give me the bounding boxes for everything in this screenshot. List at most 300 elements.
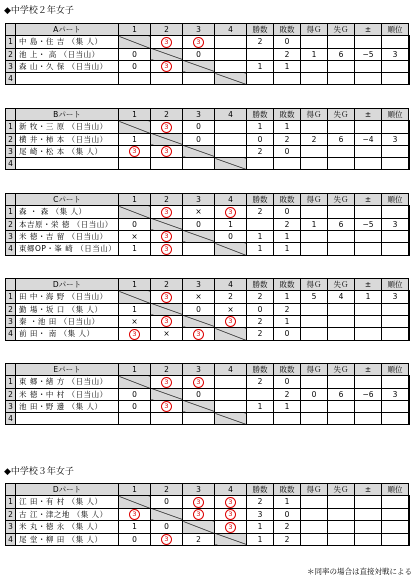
match-result — [215, 133, 247, 145]
stat-cell — [301, 315, 328, 328]
pool-name: Dパート — [16, 484, 119, 496]
stat-cell: 6 — [328, 388, 355, 400]
stat-cell — [328, 303, 355, 315]
self-cell — [119, 121, 151, 134]
section-title: ◆中学校３年女子 — [4, 467, 74, 477]
header-cell — [6, 279, 16, 291]
table-row — [6, 303, 410, 315]
stat-cell — [328, 413, 355, 425]
table-row — [6, 388, 410, 400]
header-cell: 1 — [119, 484, 151, 496]
stat-cell: 0 — [274, 206, 301, 219]
match-result: 0 — [119, 60, 151, 73]
header-cell: ± — [355, 24, 382, 36]
self-cell — [215, 158, 247, 170]
header-cell: 得Ｇ — [301, 194, 328, 206]
match-result — [151, 315, 183, 328]
stat-cell: 2 — [274, 303, 301, 315]
stat-cell: −4 — [355, 133, 382, 145]
header-cell: 敗数 — [274, 279, 301, 291]
stat-cell: 0 — [274, 328, 301, 341]
stat-cell — [301, 303, 328, 315]
header-cell: ± — [355, 194, 382, 206]
pair-name: 横 井・柿 本 （日当山） — [16, 133, 119, 145]
match-result — [183, 413, 215, 425]
pool-table — [5, 278, 410, 341]
match-result — [215, 145, 247, 158]
row-number: 4 — [6, 243, 16, 256]
stat-cell — [382, 413, 409, 425]
stat-cell — [355, 145, 382, 158]
stat-cell — [328, 496, 355, 509]
table-row — [6, 376, 410, 389]
header-cell: 1 — [119, 24, 151, 36]
header-cell: 勝数 — [247, 194, 274, 206]
header-cell: 勝数 — [247, 279, 274, 291]
stat-cell: 0 — [274, 376, 301, 389]
pool-name: Aパート — [16, 24, 119, 36]
stat-cell — [247, 218, 274, 230]
match-result: 0 — [183, 218, 215, 230]
stat-cell: 2 — [274, 218, 301, 230]
header-cell: 順位 — [382, 279, 409, 291]
stat-cell — [247, 388, 274, 400]
stat-cell — [382, 60, 409, 73]
self-cell — [183, 145, 215, 158]
match-result — [215, 376, 247, 389]
header-cell: 4 — [215, 364, 247, 376]
stat-cell — [355, 206, 382, 219]
stat-cell — [301, 60, 328, 73]
header-cell: 2 — [151, 109, 183, 121]
stat-cell — [382, 243, 409, 256]
header-cell: 失Ｇ — [328, 279, 355, 291]
header-row — [6, 194, 410, 206]
pair-name: 米 徳・中 村 （日当山） — [16, 388, 119, 400]
stat-cell — [301, 413, 328, 425]
header-cell: 4 — [215, 194, 247, 206]
win-mark: 3 — [193, 497, 204, 508]
pool-table — [5, 193, 410, 256]
match-result — [119, 73, 151, 85]
match-result — [151, 145, 183, 158]
row-number: 1 — [6, 496, 16, 509]
match-result — [151, 230, 183, 243]
rank-cell — [409, 206, 410, 219]
stat-cell — [328, 60, 355, 73]
match-result: × — [215, 303, 247, 315]
header-cell: 1 — [119, 194, 151, 206]
header-cell: 勝数 — [247, 364, 274, 376]
table-row — [6, 496, 410, 509]
stat-cell — [301, 230, 328, 243]
row-number: 2 — [6, 508, 16, 521]
win-mark: 3 — [161, 292, 172, 303]
self-cell — [183, 315, 215, 328]
match-result — [151, 291, 183, 304]
rank-cell — [409, 243, 410, 256]
stat-cell: 2 — [274, 388, 301, 400]
stat-cell — [301, 533, 328, 546]
match-result — [183, 328, 215, 341]
self-cell — [151, 303, 183, 315]
stat-cell: 3 — [382, 291, 409, 304]
stat-cell — [382, 508, 409, 521]
table-row — [6, 145, 410, 158]
match-result — [183, 73, 215, 85]
stat-cell — [301, 376, 328, 389]
stat-cell: 1 — [274, 121, 301, 134]
table-row — [6, 121, 410, 134]
header-cell — [6, 194, 16, 206]
header-cell: 敗数 — [274, 484, 301, 496]
match-result: 2 — [183, 533, 215, 546]
stat-cell: 1 — [274, 230, 301, 243]
table-row — [6, 400, 410, 413]
win-mark: 3 — [225, 497, 236, 508]
match-result: 2 — [215, 291, 247, 304]
win-mark: 3 — [161, 401, 172, 412]
stat-cell — [328, 206, 355, 219]
stat-cell: 6 — [328, 218, 355, 230]
header-cell: 得Ｇ — [301, 109, 328, 121]
match-result — [215, 521, 247, 534]
match-result — [151, 400, 183, 413]
row-number: 4 — [6, 328, 16, 341]
header-cell: 勝数 — [247, 109, 274, 121]
header-cell: 順位 — [382, 484, 409, 496]
stat-cell: 1 — [274, 60, 301, 73]
pool-table — [5, 108, 410, 170]
rank-cell — [409, 521, 410, 534]
self-cell — [215, 73, 247, 85]
stat-cell — [355, 121, 382, 134]
match-result — [215, 508, 247, 521]
match-result — [183, 243, 215, 256]
header-cell: 順位 — [382, 109, 409, 121]
match-result: 0 — [151, 496, 183, 509]
header-cell: 得Ｇ — [301, 484, 328, 496]
rank-cell — [409, 60, 410, 73]
self-cell — [151, 133, 183, 145]
header-cell: 4 — [215, 24, 247, 36]
stat-cell — [328, 230, 355, 243]
table-row — [6, 243, 410, 256]
stat-cell: 0 — [247, 133, 274, 145]
rank-cell — [409, 121, 410, 134]
row-number: 2 — [6, 133, 16, 145]
table-row — [6, 60, 410, 73]
header-cell: 4 — [215, 109, 247, 121]
stat-cell — [355, 496, 382, 509]
pool-table — [5, 363, 410, 425]
table-row — [6, 315, 410, 328]
stat-cell — [355, 521, 382, 534]
rank-cell — [409, 303, 410, 315]
match-result — [183, 376, 215, 389]
row-number: 2 — [6, 218, 16, 230]
table-row — [6, 206, 410, 219]
stat-cell: 1 — [247, 121, 274, 134]
stat-cell — [382, 145, 409, 158]
stat-cell — [328, 328, 355, 341]
match-result — [215, 400, 247, 413]
win-mark: 3 — [161, 534, 172, 545]
header-row — [6, 364, 410, 376]
stat-cell — [328, 243, 355, 256]
stat-cell — [355, 328, 382, 341]
self-cell — [119, 206, 151, 219]
rank-cell — [409, 36, 410, 49]
match-result — [215, 496, 247, 509]
stat-cell — [355, 303, 382, 315]
win-mark: 3 — [225, 316, 236, 327]
self-cell — [119, 291, 151, 304]
header-cell: 失Ｇ — [328, 109, 355, 121]
stat-cell: 2 — [247, 291, 274, 304]
stat-cell — [274, 413, 301, 425]
pair-name: 東 郷・緒 方 （日当山） — [16, 376, 119, 389]
match-result — [183, 36, 215, 49]
stat-cell — [328, 521, 355, 534]
match-result: 0 — [151, 521, 183, 534]
header-cell — [6, 484, 16, 496]
stat-cell: 1 — [247, 533, 274, 546]
table-row — [6, 36, 410, 49]
tiebreak-note: ＊同率の場合は直接対戦による — [307, 567, 412, 576]
stat-cell: 1 — [247, 400, 274, 413]
row-number: 1 — [6, 206, 16, 219]
header-cell: 敗数 — [274, 109, 301, 121]
row-number: 1 — [6, 291, 16, 304]
stat-cell: 4 — [328, 291, 355, 304]
stat-cell — [355, 60, 382, 73]
stat-cell — [355, 508, 382, 521]
header-cell: 3 — [183, 364, 215, 376]
rank-cell — [409, 133, 410, 145]
stat-cell — [382, 158, 409, 170]
stat-cell: 1 — [247, 521, 274, 534]
pair-name — [16, 158, 119, 170]
rank-cell — [409, 508, 410, 521]
pair-name: 尾 崎・松 本 （集 人） — [16, 145, 119, 158]
match-result — [151, 413, 183, 425]
pair-name — [16, 73, 119, 85]
stat-cell — [382, 36, 409, 49]
stat-cell — [301, 521, 328, 534]
row-number: 3 — [6, 60, 16, 73]
stat-cell — [382, 315, 409, 328]
stat-cell — [382, 521, 409, 534]
win-mark: 3 — [161, 231, 172, 242]
match-result — [215, 121, 247, 134]
win-mark: 3 — [161, 37, 172, 48]
match-result — [151, 533, 183, 546]
stat-cell — [382, 73, 409, 85]
pair-name: 江 田・有 村 （集 人） — [16, 496, 119, 509]
stat-cell: 2 — [274, 533, 301, 546]
stat-cell — [355, 376, 382, 389]
header-row — [6, 24, 410, 36]
stat-cell — [301, 206, 328, 219]
stat-cell — [328, 73, 355, 85]
stat-cell — [301, 73, 328, 85]
self-cell — [151, 508, 183, 521]
match-result — [119, 413, 151, 425]
win-mark: 3 — [129, 329, 140, 340]
stat-cell: −6 — [355, 388, 382, 400]
match-result — [151, 243, 183, 256]
pair-name: 森 山・久 保 （日当山） — [16, 60, 119, 73]
stat-cell: 2 — [247, 496, 274, 509]
self-cell — [183, 400, 215, 413]
rank-cell — [409, 413, 410, 425]
header-row — [6, 279, 410, 291]
match-result: 0 — [119, 48, 151, 60]
row-number: 1 — [6, 376, 16, 389]
stat-cell: 1 — [301, 48, 328, 60]
match-result: 0 — [119, 533, 151, 546]
header-cell: 3 — [183, 484, 215, 496]
header-cell: 3 — [183, 194, 215, 206]
stat-cell — [355, 73, 382, 85]
rank-cell — [409, 291, 410, 304]
header-cell: 2 — [151, 24, 183, 36]
header-cell: 得Ｇ — [301, 24, 328, 36]
win-mark: 3 — [193, 377, 204, 388]
row-number: 1 — [6, 121, 16, 134]
match-result — [183, 496, 215, 509]
stat-cell — [328, 145, 355, 158]
self-cell — [215, 328, 247, 341]
row-number: 4 — [6, 413, 16, 425]
self-cell — [119, 36, 151, 49]
pair-name: 米 丸・徳 永 （集 人） — [16, 521, 119, 534]
rank-cell — [409, 218, 410, 230]
stat-cell — [355, 533, 382, 546]
stat-cell: 2 — [247, 315, 274, 328]
stat-cell: 0 — [247, 303, 274, 315]
stat-cell: 3 — [382, 48, 409, 60]
header-cell: 1 — [119, 279, 151, 291]
stat-cell: 1 — [274, 496, 301, 509]
stat-cell — [301, 243, 328, 256]
match-result: 0 — [183, 48, 215, 60]
stat-cell — [328, 158, 355, 170]
self-cell — [183, 60, 215, 73]
match-result — [183, 158, 215, 170]
pair-name: 古 江・津之地 （集 人） — [16, 508, 119, 521]
stat-cell: 0 — [274, 508, 301, 521]
match-result — [119, 158, 151, 170]
stat-cell — [247, 158, 274, 170]
table-row — [6, 521, 410, 534]
row-number: 3 — [6, 400, 16, 413]
stat-cell — [328, 315, 355, 328]
table-row — [6, 328, 410, 341]
stat-cell — [328, 400, 355, 413]
header-cell: ± — [355, 484, 382, 496]
match-result — [215, 36, 247, 49]
header-cell: 4 — [215, 279, 247, 291]
rank-cell — [409, 158, 410, 170]
self-cell — [183, 230, 215, 243]
header-cell: 3 — [183, 109, 215, 121]
header-cell: 順位 — [382, 24, 409, 36]
match-result: 1 — [119, 521, 151, 534]
win-mark: 3 — [161, 122, 172, 133]
match-result — [119, 508, 151, 521]
match-result: 0 — [183, 121, 215, 134]
win-mark: 3 — [161, 244, 172, 255]
stat-cell: 1 — [274, 243, 301, 256]
rank-cell — [409, 376, 410, 389]
stat-cell: 1 — [274, 291, 301, 304]
stat-cell: 2 — [301, 133, 328, 145]
pair-name: 尾 堂・柳 田 （集 人） — [16, 533, 119, 546]
match-result: 1 — [119, 243, 151, 256]
pair-name: 中 島・住 吉 （集 人） — [16, 36, 119, 49]
header-cell: ± — [355, 364, 382, 376]
header-cell: 得Ｇ — [301, 364, 328, 376]
stat-cell: 1 — [274, 315, 301, 328]
stat-cell: 3 — [382, 218, 409, 230]
header-cell: 勝数 — [247, 24, 274, 36]
match-result — [151, 60, 183, 73]
header-cell: 敗数 — [274, 24, 301, 36]
row-number: 4 — [6, 533, 16, 546]
rank-cell — [409, 328, 410, 341]
pair-name: 勤 場・坂 口 （集 人） — [16, 303, 119, 315]
self-cell — [215, 533, 247, 546]
stat-cell: 1 — [274, 400, 301, 413]
stat-cell — [247, 73, 274, 85]
self-cell — [215, 413, 247, 425]
stat-cell: 1 — [247, 230, 274, 243]
stat-cell — [382, 533, 409, 546]
row-number: 2 — [6, 48, 16, 60]
stat-cell: 2 — [274, 133, 301, 145]
header-cell: 失Ｇ — [328, 364, 355, 376]
match-result — [215, 388, 247, 400]
self-cell — [151, 218, 183, 230]
table-row — [6, 508, 410, 521]
pool-name: Dパート — [16, 279, 119, 291]
match-result: 0 — [119, 388, 151, 400]
win-mark: 3 — [161, 61, 172, 72]
rank-cell — [409, 496, 410, 509]
table-row — [6, 533, 410, 546]
row-number: 2 — [6, 303, 16, 315]
stat-cell: 6 — [328, 133, 355, 145]
header-cell — [6, 109, 16, 121]
stat-cell — [355, 230, 382, 243]
match-result: × — [183, 291, 215, 304]
stat-cell: 1 — [247, 60, 274, 73]
stat-cell: 1 — [301, 218, 328, 230]
stat-cell — [328, 508, 355, 521]
win-mark: 3 — [193, 329, 204, 340]
stat-cell — [355, 400, 382, 413]
stat-cell — [301, 158, 328, 170]
header-cell: 3 — [183, 24, 215, 36]
stat-cell: 1 — [355, 291, 382, 304]
stat-cell — [274, 158, 301, 170]
header-cell: 順位 — [382, 194, 409, 206]
header-cell: 3 — [183, 279, 215, 291]
stat-cell: 0 — [274, 145, 301, 158]
stat-cell — [355, 158, 382, 170]
